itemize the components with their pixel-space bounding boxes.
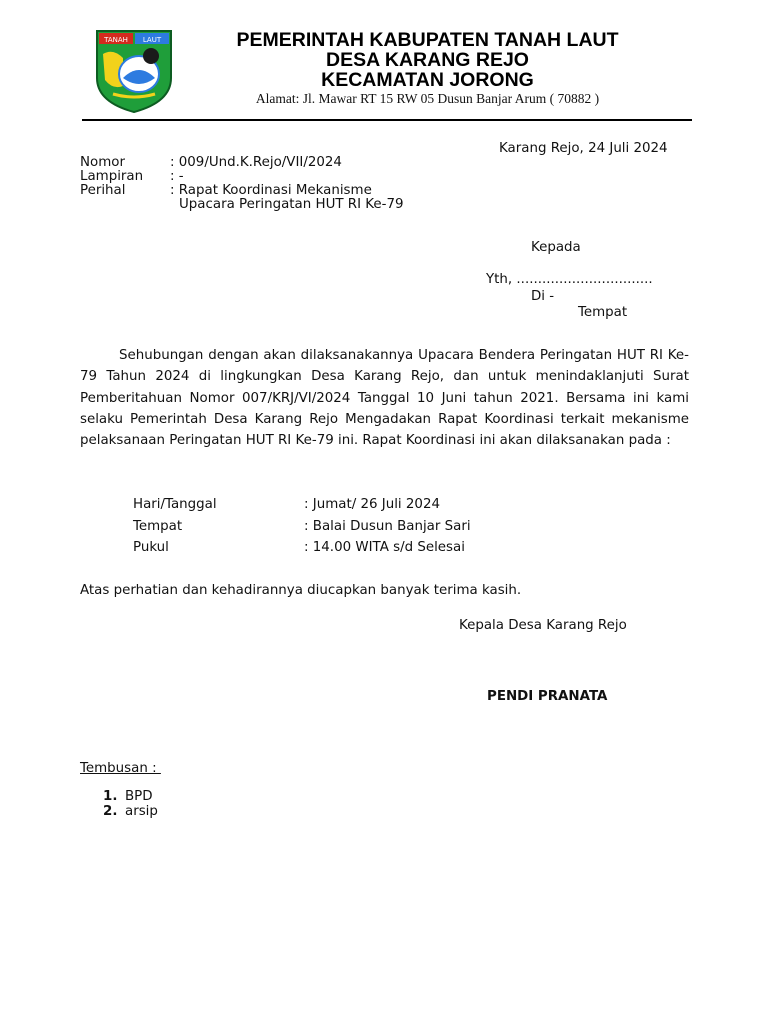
signature-name: PENDI PRANATA <box>487 689 608 704</box>
closing-sentence: Atas perhatian dan kehadirannya diucapkan banyak terima kasih. <box>80 583 522 598</box>
nomor-label: Nomor <box>80 155 125 170</box>
tembusan-heading: Tembusan : <box>80 761 161 776</box>
place-date: Karang Rejo, 24 Juli 2024 <box>499 141 668 156</box>
nomor-value: : 009/Und.K.Rejo/VII/2024 <box>170 155 342 170</box>
recipient-yth: Yth, ................................ <box>486 272 653 287</box>
recipient-kepada: Kepada <box>531 240 581 255</box>
hari-label: Hari/Tanggal <box>133 497 217 512</box>
logo-banner-right: LAUT <box>142 36 162 44</box>
body-paragraph: Sehubungan dengan akan dilaksanakannya Upacara Bendera Peringatan HUT RI Ke-79 Tahun 2024 di lingkungkan Desa Karang Rejo, dan untuk menindaklanjuti Surat Pemberitahuan Nomor 007/KRJ/VI/2024 Tanggal 10 Juni tahun 2021. Bersama ini kami selaku Pemerintah Desa Karang Rejo Mengadakan Rapat Koordinasi terkait mekanisme pelaksanaan Peringatan HUT RI Ke-79 ini. Rapat Koordinasi ini akan dilaksanakan pada : <box>80 348 689 449</box>
letterhead-line-2: DESA KARANG REJO <box>326 49 529 71</box>
recipient-di: Di - <box>531 289 555 304</box>
tempat-value: : Balai Dusun Banjar Sari <box>304 519 471 534</box>
pukul-value: : 14.00 WITA s/d Selesai <box>304 540 465 555</box>
hari-value: : Jumat/ 26 Juli 2024 <box>304 497 440 512</box>
logo-banner-left: TANAH <box>104 36 128 44</box>
letterhead-line-3: KECAMATAN JORONG <box>321 69 534 91</box>
signature-title: Kepala Desa Karang Rejo <box>459 618 627 633</box>
letterhead-divider <box>82 119 692 121</box>
letterhead-address: Alamat: Jl. Mawar RT 15 RW 05 Dusun Banjar Arum ( 70882 ) <box>255 91 600 106</box>
perihal-label: Perihal <box>80 183 126 198</box>
recipient-tempat: Tempat <box>578 305 628 320</box>
regency-emblem-logo <box>93 28 175 114</box>
tembusan-item-2-number: 2. <box>103 804 118 819</box>
lampiran-value: : - <box>170 169 184 184</box>
perihal-value-1: : Rapat Koordinasi Mekanisme <box>170 183 372 198</box>
tembusan-item-1: BPD <box>125 789 153 804</box>
tempat-label: Tempat <box>133 519 183 534</box>
perihal-value-2: Upacara Peringatan HUT RI Ke-79 <box>179 197 404 212</box>
tembusan-item-1-number: 1. <box>103 789 118 804</box>
lampiran-label: Lampiran <box>80 169 144 184</box>
letterhead-line-1: PEMERINTAH KABUPATEN TANAH LAUT <box>236 29 619 51</box>
tembusan-item-2: arsip <box>125 804 158 819</box>
pukul-label: Pukul <box>133 540 169 555</box>
